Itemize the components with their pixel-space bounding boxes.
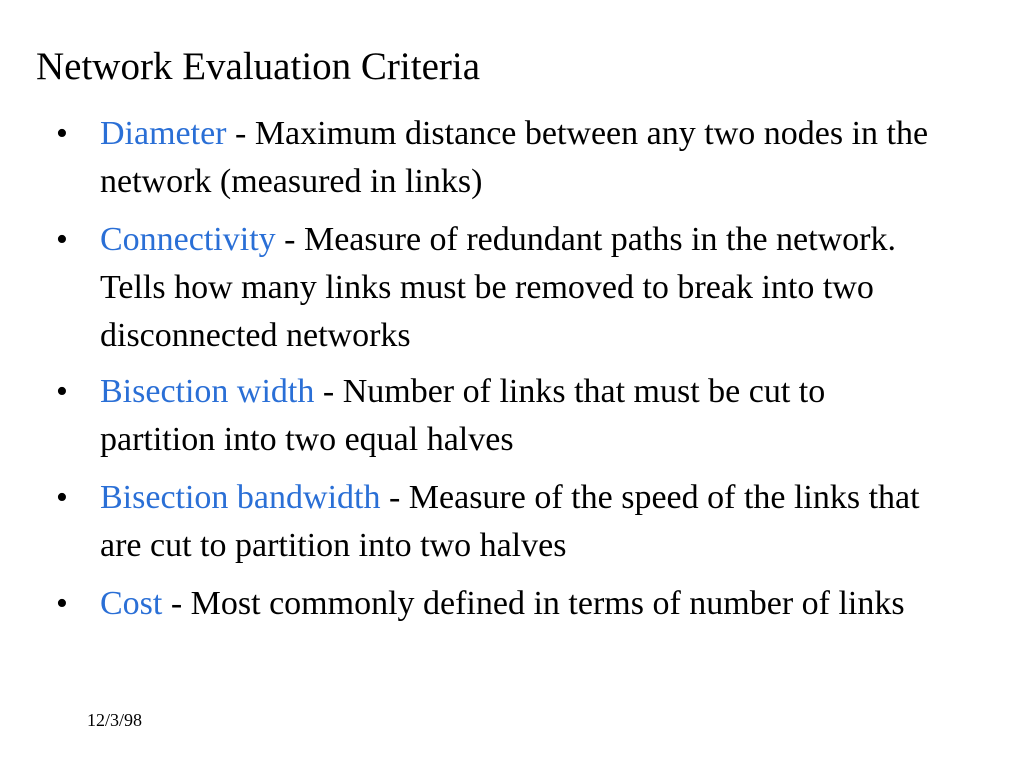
bullet-icon: • — [56, 585, 68, 622]
bullet-description: - Number of links that must be cut to partition into two equal halves — [100, 373, 826, 458]
bullet-description: - Measure of redundant paths in the network. Tells how many links must be removed to break into two disconnected networks — [100, 221, 896, 354]
bullet-text — [100, 110, 930, 206]
bullet-description: - Most commonly defined in terms of number of links — [162, 585, 905, 622]
bullet-text — [100, 368, 930, 464]
bullet-icon: • — [56, 221, 68, 258]
bullet-text — [100, 216, 930, 360]
bullet-term: Connectivity — [100, 221, 276, 258]
bullet-term: Diameter — [100, 115, 227, 152]
bullet-text — [100, 474, 930, 570]
bullet-term: Cost — [100, 585, 163, 622]
slide-title: Network Evaluation Criteria — [36, 45, 481, 88]
bullet-icon: • — [56, 115, 68, 152]
bullet-description: - Maximum distance between any two nodes in the network (measured in links) — [100, 115, 929, 200]
bullet-term: Bisection bandwidth — [100, 479, 381, 516]
bullet-icon: • — [56, 373, 68, 410]
bullet-text — [100, 580, 930, 628]
slide-date: 12/3/98 — [87, 710, 143, 730]
bullet-icon: • — [56, 479, 68, 516]
bullet-description: - Measure of the speed of the links that are cut to partition into two halves — [100, 479, 920, 564]
bullet-term: Bisection width — [100, 373, 315, 410]
